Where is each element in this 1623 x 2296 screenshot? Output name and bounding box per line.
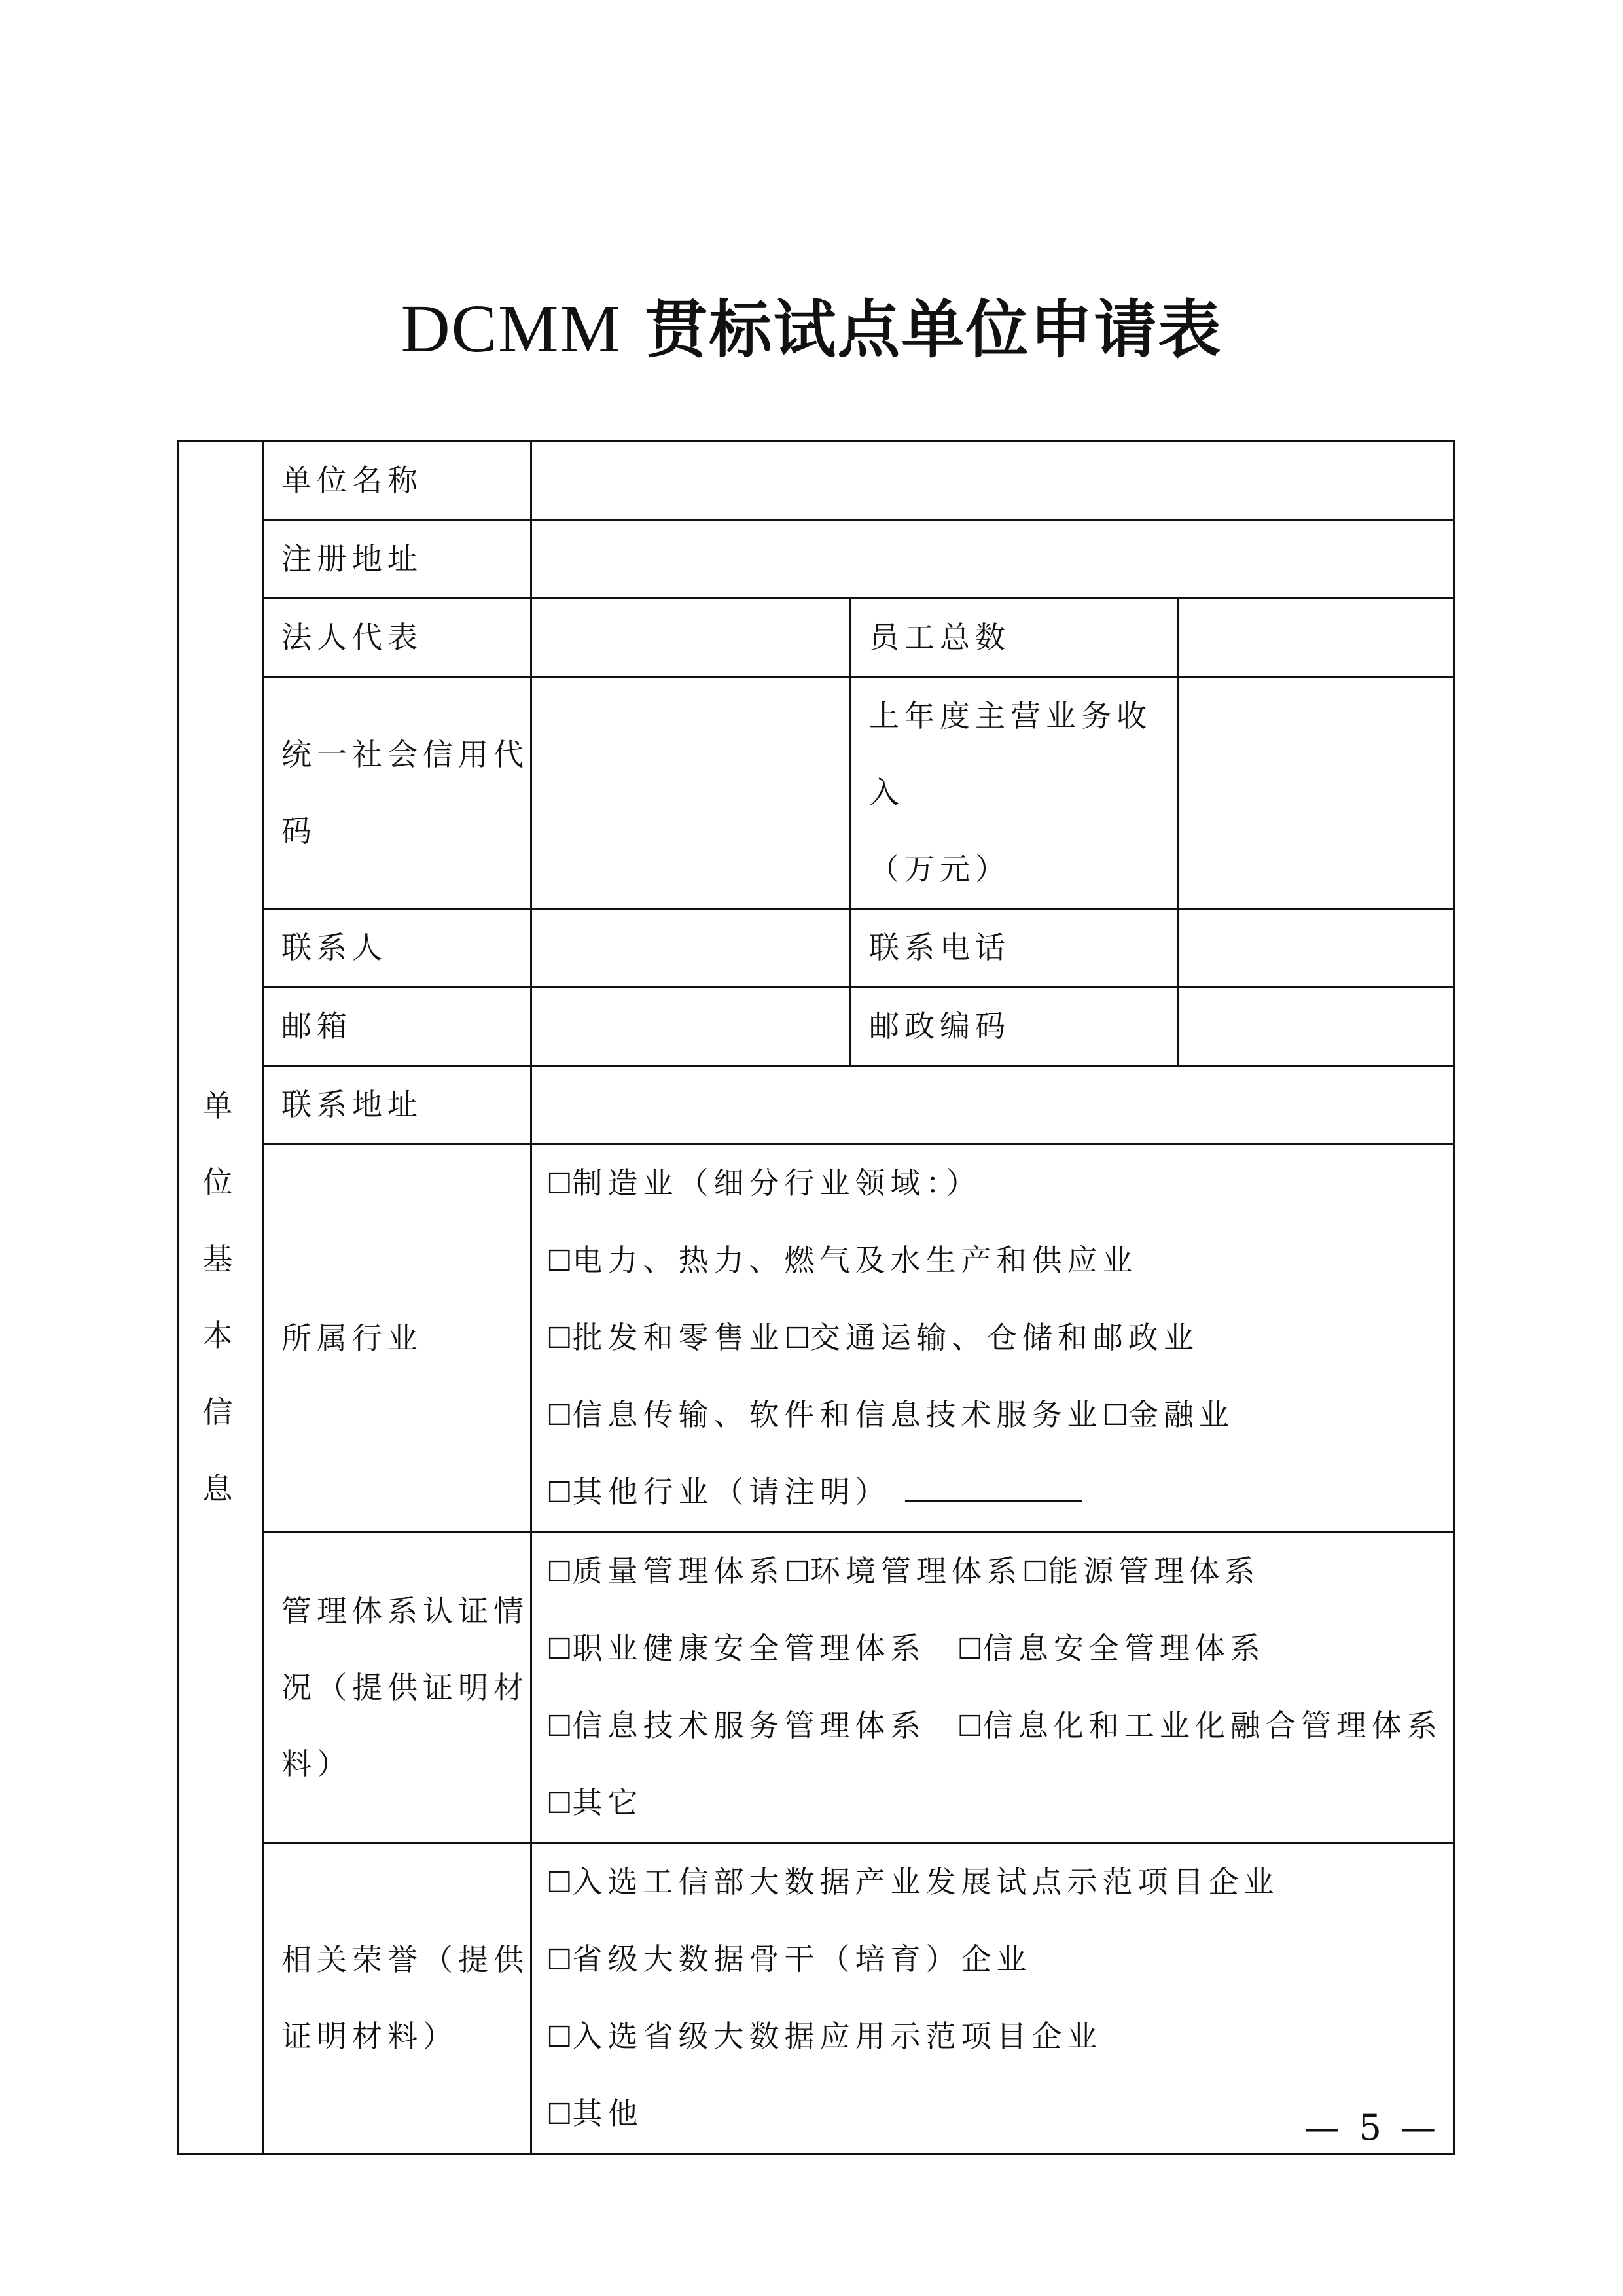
checkbox-icon[interactable]: ☐ [546,2098,573,2131]
label-unit-name: 单位名称 [263,442,531,520]
form-title [0,280,1623,370]
input-credit-code[interactable] [531,677,851,909]
option-environment-mgmt[interactable]: 环境管理体系 [810,1553,1022,1589]
label-reg-address: 注册地址 [263,520,531,599]
label-honors: 相关荣誉（提供 证明材料） [263,1843,531,2154]
label-credit-code: 统一社会信用代 码 [263,677,531,909]
input-legal-rep[interactable] [531,599,851,677]
input-reg-address[interactable] [531,520,1454,599]
checkbox-icon[interactable]: ☐ [546,1710,573,1743]
industry-options [531,1144,1454,1532]
checkbox-icon[interactable]: ☐ [546,1943,573,1977]
option-honor-miit[interactable]: ☐入选工信部大数据产业发展试点示范项目企业 [546,1864,1279,1899]
label-email: 邮箱 [263,987,531,1066]
option-mgmt-other[interactable]: ☐其它 [546,1785,643,1820]
input-unit-name[interactable] [531,442,1454,520]
option-honor-provincial-backbone[interactable]: ☐省级大数据骨干（培育）企业 [546,1941,1032,1977]
application-form-table [177,440,1455,2155]
checkbox-icon[interactable]: ☐ [784,1555,810,1589]
checkbox-icon[interactable]: ☐ [546,1555,573,1589]
option-energy-mgmt[interactable]: 能源管理体系 [1048,1553,1260,1589]
input-employee-count[interactable] [1178,599,1454,677]
checkbox-icon[interactable]: ☐ [546,1787,573,1820]
mgmt-row-3 [546,1687,1453,1765]
option-finance[interactable]: 金融业 [1128,1397,1234,1432]
checkbox-icon[interactable]: ☐ [1102,1399,1128,1432]
mgmt-row-2 [546,1610,1453,1687]
input-email[interactable] [531,987,851,1066]
option-other-industry[interactable]: ☐其他行业（请注明） [546,1454,1453,1531]
mgmt-row-1 [546,1533,1453,1610]
label-contact-phone: 联系电话 [851,909,1178,987]
option-ohs-mgmt[interactable]: 职业健康安全管理体系 [572,1631,926,1666]
label-employee-count: 员工总数 [851,599,1178,677]
option-honor-other[interactable]: ☐其他 [546,2096,643,2131]
option-energy-utilities[interactable]: ☐电力、热力、燃气及水生产和供应业 [546,1243,1138,1278]
input-contact-phone[interactable] [1178,909,1454,987]
mgmt-cert-options [531,1532,1454,1843]
option-integration-mgmt[interactable]: 信息化和工业化融合管理体系 [982,1708,1442,1743]
checkbox-icon[interactable]: ☐ [546,1633,573,1666]
option-transport[interactable]: 交通运输、仓储和邮政业 [810,1320,1199,1355]
other-industry-blank[interactable] [905,1468,1082,1502]
input-contact-address[interactable] [531,1066,1454,1144]
input-revenue[interactable] [1178,677,1454,909]
checkbox-icon[interactable]: ☐ [957,1710,983,1743]
page-number: — 5 — [1304,2107,1440,2148]
option-wholesale-transport-row [546,1299,1453,1377]
checkbox-icon[interactable]: ☐ [546,1245,573,1278]
title-latin: DCMM [401,291,622,366]
checkbox-icon[interactable]: ☐ [546,1866,573,1899]
section-label-basic-info: 单 位 基 本 信 息 [178,442,263,2154]
checkbox-icon[interactable]: ☐ [546,1167,573,1201]
label-contact-person: 联系人 [263,909,531,987]
option-itsm-mgmt[interactable]: 信息技术服务管理体系 [572,1708,926,1743]
checkbox-icon[interactable]: ☐ [546,1322,573,1355]
option-it-finance-row [546,1377,1453,1454]
label-revenue: 上年度主营业务收入 （万元） [851,677,1178,909]
checkbox-icon[interactable]: ☐ [784,1322,810,1355]
label-postcode: 邮政编码 [851,987,1178,1066]
checkbox-icon[interactable]: ☐ [546,1399,573,1432]
label-legal-rep: 法人代表 [263,599,531,677]
option-infosec-mgmt[interactable]: 信息安全管理体系 [982,1631,1266,1666]
option-wholesale[interactable]: 批发和零售业 [572,1320,785,1355]
title-cjk: 贯标试点单位申请表 [645,292,1222,366]
checkbox-icon[interactable]: ☐ [957,1633,983,1666]
input-postcode[interactable] [1178,987,1454,1066]
option-quality-mgmt[interactable]: 质量管理体系 [572,1553,785,1589]
checkbox-icon[interactable]: ☐ [546,2021,573,2054]
option-honor-provincial-demo[interactable]: ☐入选省级大数据应用示范项目企业 [546,2019,1103,2054]
input-contact-person[interactable] [531,909,851,987]
checkbox-icon[interactable]: ☐ [546,1476,573,1510]
label-contact-address: 联系地址 [263,1066,531,1144]
label-mgmt-cert: 管理体系认证情 况（提供证明材 料） [263,1532,531,1843]
option-manufacturing[interactable]: ☐制造业（细分行业领域：） [546,1165,982,1201]
checkbox-icon[interactable]: ☐ [1022,1555,1048,1589]
option-it-services[interactable]: 信息传输、软件和信息技术服务业 [572,1397,1103,1432]
label-industry: 所属行业 [263,1144,531,1532]
